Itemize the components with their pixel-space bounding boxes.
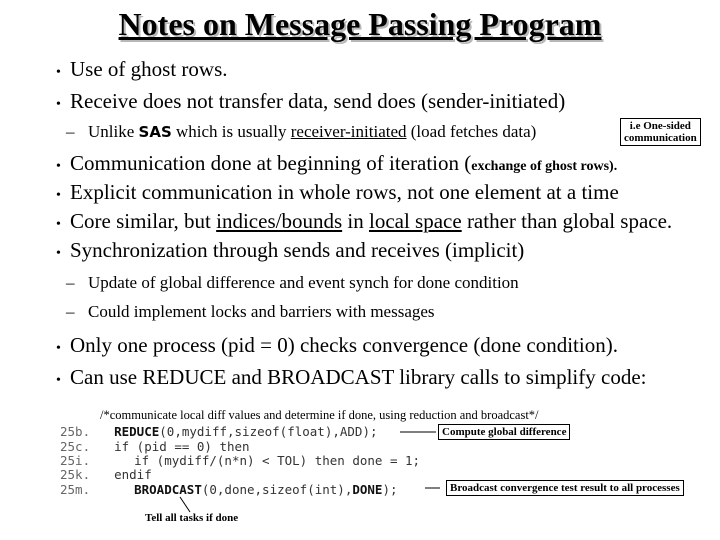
callout-global-difference: Compute global difference	[438, 424, 570, 440]
bullet-dot: •	[56, 97, 61, 112]
connector-tell-all	[180, 497, 190, 512]
code-line-25m: 25m. BROADCAST(0,done,sizeof(int),DONE);	[60, 482, 398, 497]
bullet-dot: •	[56, 65, 61, 80]
dash-marker: –	[66, 122, 75, 141]
dash-marker: –	[66, 273, 75, 292]
dash-marker: –	[66, 302, 75, 321]
bullet-dot: •	[56, 188, 61, 203]
bullet-dot: •	[56, 159, 61, 174]
code-line-25k: 25k. endif	[60, 467, 152, 482]
callout-tell-all-tasks: Tell all tasks if done	[145, 512, 239, 524]
bullet-dot: •	[56, 373, 61, 388]
code-comment: /*communicate local diff values and determine if done, using reduction and broadcast*/	[100, 408, 539, 422]
bullet-explicit: • Explicit communication in whole rows, not one element at a time	[56, 180, 619, 204]
code-line-25c: 25c. if (pid == 0) then	[60, 439, 250, 454]
bullet-dot: •	[56, 341, 61, 356]
bullet-dot: •	[56, 217, 61, 232]
bullet-reduce-broadcast: • Can use REDUCE and BROADCAST library calls to simplify code:	[56, 365, 647, 389]
bullet-core-similar: • Core similar, but indices/bounds in local space rather than global space.	[56, 209, 673, 233]
bullet-ghost-rows: • Use of ghost rows.	[56, 57, 228, 81]
bullet-one-process: • Only one process (pid = 0) checks convergence (done condition).	[56, 333, 618, 357]
callout-one-sided: i.e One-sided communication	[620, 118, 701, 146]
code-line-25i: 25i. if (mydiff/(n*n) < TOL) then done = 1;	[60, 453, 421, 468]
page-title: Notes on Message Passing Program	[118, 6, 602, 42]
sub-bullet-update: – Update of global difference and event synch for done condition	[66, 273, 519, 292]
bullet-communication: • Communication done at beginning of iteration (exchange of ghost rows).	[56, 151, 618, 175]
sub-bullet-unlike-sas: – Unlike SAS which is usually receiver-initiated (load fetches data)	[66, 122, 537, 141]
bullet-receive-send: • Receive does not transfer data, send does (sender-initiated)	[56, 89, 566, 113]
sub-bullet-locks: – Could implement locks and barriers with messages	[66, 302, 435, 321]
bullet-synchronization: • Synchronization through sends and receives (implicit)	[56, 238, 525, 262]
code-line-25b: 25b. REDUCE(0,mydiff,sizeof(float),ADD);	[60, 424, 378, 439]
callout-broadcast-result: Broadcast convergence test result to all processes	[446, 480, 684, 496]
bullet-dot: •	[56, 246, 61, 261]
